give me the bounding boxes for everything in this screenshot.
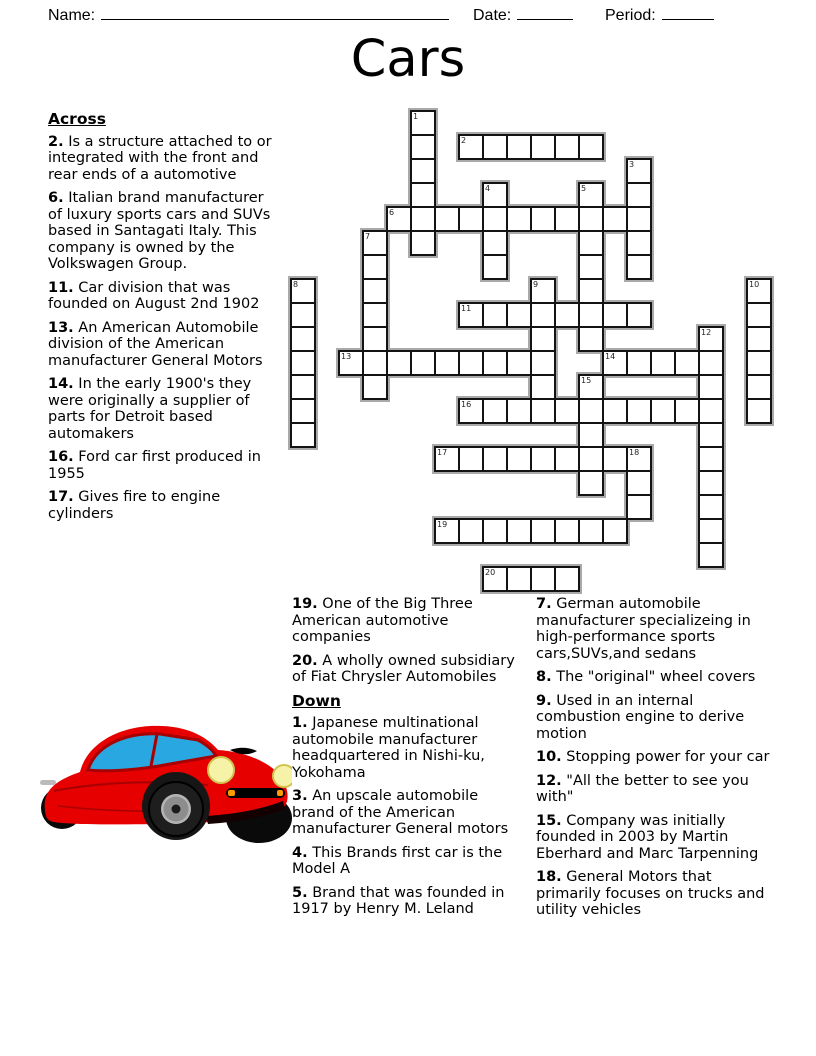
- clue-number: 16.: [48, 449, 74, 465]
- clue-text: Ford car first produced in 1955: [48, 449, 261, 482]
- grid-cell[interactable]: [482, 446, 508, 472]
- grid-cell[interactable]: [746, 302, 772, 328]
- grid-cell[interactable]: [626, 350, 652, 376]
- grid-cell[interactable]: [554, 134, 580, 160]
- grid-cell[interactable]: [506, 350, 532, 376]
- clue-text: General Motors that primarily focuses on trucks and utility vehicles: [536, 869, 765, 918]
- grid-cell-number: 15: [581, 376, 592, 385]
- grid-cell-number: 7: [365, 232, 371, 241]
- grid-cell[interactable]: [578, 134, 604, 160]
- clue-number: 7.: [536, 596, 552, 612]
- grid-cell[interactable]: [290, 326, 316, 352]
- period-blank-line: [662, 6, 714, 20]
- grid-cell[interactable]: [578, 206, 604, 232]
- clue-number: 19.: [292, 596, 318, 612]
- clue-number: 3.: [292, 788, 308, 804]
- grid-cell[interactable]: [698, 398, 724, 424]
- grid-cell[interactable]: [290, 398, 316, 424]
- page-title: Cars: [350, 30, 466, 89]
- clue-text: One of the Big Three American automotive companies: [292, 596, 473, 645]
- grid-cell[interactable]: [578, 278, 604, 304]
- grid-cell[interactable]: [650, 398, 676, 424]
- grid-cell[interactable]: [578, 470, 604, 496]
- grid-cell[interactable]: [530, 374, 556, 400]
- grid-cell[interactable]: [362, 326, 388, 352]
- grid-cell[interactable]: [698, 494, 724, 520]
- grid-cell-number: 17: [437, 448, 448, 457]
- date-blank-line: [517, 6, 573, 20]
- grid-cell[interactable]: [578, 398, 604, 424]
- clue-text: Italian brand manufacturer of luxury sports cars and SUVs based in Santagati Italy. This company is owned by the Volkswagen Group.: [48, 190, 271, 272]
- clue-number: 15.: [536, 812, 562, 829]
- grid-cell[interactable]: [698, 542, 724, 568]
- clue-number: 20.: [292, 652, 318, 669]
- clue-number: 2.: [48, 133, 64, 150]
- clue: [536, 669, 776, 686]
- clue-number: 8.: [536, 669, 552, 685]
- grid-cell[interactable]: [698, 518, 724, 544]
- grid-cell-number: 11: [461, 304, 472, 313]
- grid-cell[interactable]: [626, 206, 652, 232]
- grid-cell[interactable]: [530, 134, 556, 160]
- clue-number: 12.: [536, 772, 562, 789]
- grid-cell[interactable]: [434, 350, 460, 376]
- clue-text: Brand that was founded in 1917 by Henry M. Leland: [292, 884, 505, 917]
- clue-text: An upscale automobile brand of the American manufacturer General motors: [292, 788, 509, 837]
- grid-cell[interactable]: [434, 206, 460, 232]
- grid-cell-number: 16: [461, 400, 472, 409]
- clue-number: 10.: [536, 749, 562, 765]
- clue-text: German automobile manufacturer specializeing in high-performance sports cars,SUVs,and sedans: [536, 596, 751, 662]
- grid-cell-number: 8: [293, 280, 299, 289]
- grid-cell[interactable]: [506, 134, 532, 160]
- grid-cell[interactable]: [650, 350, 676, 376]
- period-label: Period:: [605, 7, 656, 24]
- clue: [536, 596, 776, 662]
- grid-cell[interactable]: [602, 518, 628, 544]
- grid-cell[interactable]: [554, 446, 580, 472]
- grid-cell[interactable]: [386, 350, 412, 376]
- grid-cell-number: 12: [701, 328, 712, 337]
- grid-cell[interactable]: [290, 422, 316, 448]
- clue: [292, 715, 523, 781]
- clue-number: 5.: [292, 884, 308, 901]
- grid-cell[interactable]: [410, 350, 436, 376]
- clue-number: 11.: [48, 279, 74, 296]
- grid-cell[interactable]: [554, 518, 580, 544]
- grid-cell[interactable]: [410, 158, 436, 184]
- grid-cell[interactable]: [362, 302, 388, 328]
- grid-cell[interactable]: [458, 518, 484, 544]
- grid-cell[interactable]: [578, 230, 604, 256]
- clue-text: An American Automobile division of the American manufacturer General Motors: [48, 319, 263, 369]
- clue-text: This Brands first car is the Model A: [292, 844, 503, 877]
- clue-number: 14.: [48, 376, 74, 392]
- grid-cell[interactable]: [746, 398, 772, 424]
- grid-cell-number: 5: [581, 184, 587, 193]
- clue-text: Company was initially founded in 2003 by Martin Eberhard and Marc Tarpenning: [536, 812, 759, 862]
- grid-cell[interactable]: [410, 230, 436, 256]
- grid-cell-number: 13: [341, 352, 352, 361]
- grid-cell[interactable]: [746, 350, 772, 376]
- grid-cell[interactable]: [482, 398, 508, 424]
- grid-cell-number: 3: [629, 160, 635, 169]
- clue: [48, 280, 281, 313]
- clue-text: Gives fire to engine cylinders: [48, 489, 221, 522]
- grid-cell[interactable]: [674, 398, 700, 424]
- grid-cell[interactable]: [602, 206, 628, 232]
- grid-cell[interactable]: [578, 422, 604, 448]
- clue: [48, 320, 281, 370]
- grid-cell-number: 14: [605, 352, 616, 361]
- grid-cell[interactable]: [554, 302, 580, 328]
- clue-number: 6.: [48, 190, 64, 206]
- grid-cell[interactable]: [362, 278, 388, 304]
- clue: [292, 596, 523, 646]
- grid-cell[interactable]: [602, 398, 628, 424]
- date-field-group: [473, 6, 573, 25]
- clue: [536, 869, 776, 919]
- name-label: Name:: [48, 7, 96, 24]
- grid-cell[interactable]: [458, 350, 484, 376]
- grid-cell-number: 1: [413, 112, 419, 121]
- grid-cell[interactable]: [626, 230, 652, 256]
- grid-cell[interactable]: [506, 206, 532, 232]
- grid-cell[interactable]: [482, 518, 508, 544]
- clue-text: The "original" wheel covers: [551, 669, 756, 685]
- grid-cell[interactable]: [410, 134, 436, 160]
- grid-cell[interactable]: [362, 374, 388, 400]
- crossword-grid: [290, 110, 772, 592]
- grid-cell[interactable]: [530, 302, 556, 328]
- car-illustration: [40, 694, 292, 850]
- clue: [48, 134, 281, 184]
- clue-list-heading: Down: [292, 691, 341, 710]
- grid-cell[interactable]: [674, 350, 700, 376]
- grid-cell[interactable]: [746, 374, 772, 400]
- grid-cell[interactable]: [290, 374, 316, 400]
- clue: [536, 693, 776, 743]
- clue-text: Is a structure attached to or integrated with the front and rear ends of a automotive: [48, 133, 272, 183]
- grid-cell[interactable]: [578, 302, 604, 328]
- clue-number: 13.: [48, 319, 74, 336]
- grid-cell[interactable]: [506, 398, 532, 424]
- grid-cell[interactable]: [482, 302, 508, 328]
- clue-text: In the early 1900's they were originally a supplier of parts for Detroit based automakers: [48, 376, 252, 442]
- grid-cell[interactable]: [698, 470, 724, 496]
- clue: [536, 749, 776, 766]
- grid-cell[interactable]: [626, 470, 652, 496]
- grid-cell[interactable]: [290, 302, 316, 328]
- grid-cell[interactable]: [698, 422, 724, 448]
- grid-cell-number: 20: [485, 568, 496, 577]
- grid-cell-number: 18: [629, 448, 640, 457]
- grid-cell[interactable]: [602, 302, 628, 328]
- grid-cell[interactable]: [530, 350, 556, 376]
- grid-cell[interactable]: [506, 446, 532, 472]
- grid-cell[interactable]: [626, 494, 652, 520]
- grid-cell[interactable]: [554, 566, 580, 592]
- clue: [292, 788, 523, 838]
- clue: [536, 773, 776, 806]
- grid-cell[interactable]: [578, 326, 604, 352]
- grid-cell[interactable]: [530, 518, 556, 544]
- grid-cell[interactable]: [578, 254, 604, 280]
- grid-cell[interactable]: [506, 566, 532, 592]
- clue: [536, 813, 776, 863]
- clue: [48, 489, 281, 522]
- clue-text: Japanese multinational automobile manufacturer headquartered in Nishi-ku, Yokohama: [292, 715, 485, 781]
- grid-cell[interactable]: [698, 350, 724, 376]
- clue-text: "All the better to see you with": [536, 772, 749, 805]
- grid-cell[interactable]: [602, 446, 628, 472]
- grid-cell[interactable]: [482, 350, 508, 376]
- name-field-group: [48, 6, 449, 25]
- grid-cell[interactable]: [362, 254, 388, 280]
- grid-cell[interactable]: [482, 230, 508, 256]
- clue-text: Stopping power for your car: [561, 749, 770, 765]
- grid-cell-number: 6: [389, 208, 395, 217]
- grid-cell[interactable]: [698, 446, 724, 472]
- grid-cell[interactable]: [746, 326, 772, 352]
- grid-cell[interactable]: [554, 206, 580, 232]
- grid-cell[interactable]: [506, 518, 532, 544]
- clue-number: 9.: [536, 692, 552, 709]
- grid-cell[interactable]: [362, 350, 388, 376]
- grid-cell[interactable]: [626, 398, 652, 424]
- clue: [292, 845, 523, 878]
- clue-text: Car division that was founded on August 2nd 1902: [48, 279, 260, 312]
- clue-text: A wholly owned subsidiary of Fiat Chrysler Automobiles: [292, 652, 515, 685]
- period-field-group: [605, 6, 714, 25]
- grid-cell-number: 10: [749, 280, 760, 289]
- grid-cell[interactable]: [578, 518, 604, 544]
- red-car-graphic: [40, 694, 292, 850]
- bottom-middle-clues-column: [292, 596, 523, 925]
- clue-number: 1.: [292, 715, 308, 731]
- grid-cell[interactable]: [458, 206, 484, 232]
- grid-cell[interactable]: [530, 566, 556, 592]
- clue: [292, 653, 523, 686]
- clue: [292, 885, 523, 918]
- grid-cell[interactable]: [554, 398, 580, 424]
- across-clues-column: [48, 111, 281, 529]
- clue: [48, 190, 281, 273]
- clue-number: 18.: [536, 869, 562, 885]
- grid-cell[interactable]: [482, 206, 508, 232]
- grid-cell[interactable]: [626, 182, 652, 208]
- grid-cell[interactable]: [482, 134, 508, 160]
- clue-number: 4.: [292, 844, 308, 861]
- grid-cell[interactable]: [530, 206, 556, 232]
- grid-cell[interactable]: [698, 374, 724, 400]
- clue: [48, 449, 281, 482]
- clue-number: 17.: [48, 489, 74, 505]
- grid-cell-number: 19: [437, 520, 448, 529]
- grid-cell[interactable]: [410, 206, 436, 232]
- grid-cell[interactable]: [482, 254, 508, 280]
- grid-cell[interactable]: [506, 302, 532, 328]
- date-label: Date:: [473, 7, 512, 24]
- grid-cell[interactable]: [290, 350, 316, 376]
- grid-cell[interactable]: [410, 182, 436, 208]
- grid-cell[interactable]: [626, 302, 652, 328]
- grid-cell[interactable]: [626, 254, 652, 280]
- grid-cell[interactable]: [530, 446, 556, 472]
- name-blank-line: [101, 6, 449, 20]
- clue-list-heading: Across: [48, 110, 106, 128]
- grid-cell[interactable]: [530, 326, 556, 352]
- clue: [48, 376, 281, 442]
- clue-text: Used in an internal combustion engine to derive motion: [536, 692, 745, 742]
- grid-cell[interactable]: [578, 446, 604, 472]
- bottom-right-clues-column: [536, 596, 776, 926]
- grid-cell[interactable]: [458, 446, 484, 472]
- grid-cell-number: 9: [533, 280, 539, 289]
- grid-cell-number: 4: [485, 184, 491, 193]
- grid-cell-number: 2: [461, 136, 467, 145]
- grid-cell[interactable]: [530, 398, 556, 424]
